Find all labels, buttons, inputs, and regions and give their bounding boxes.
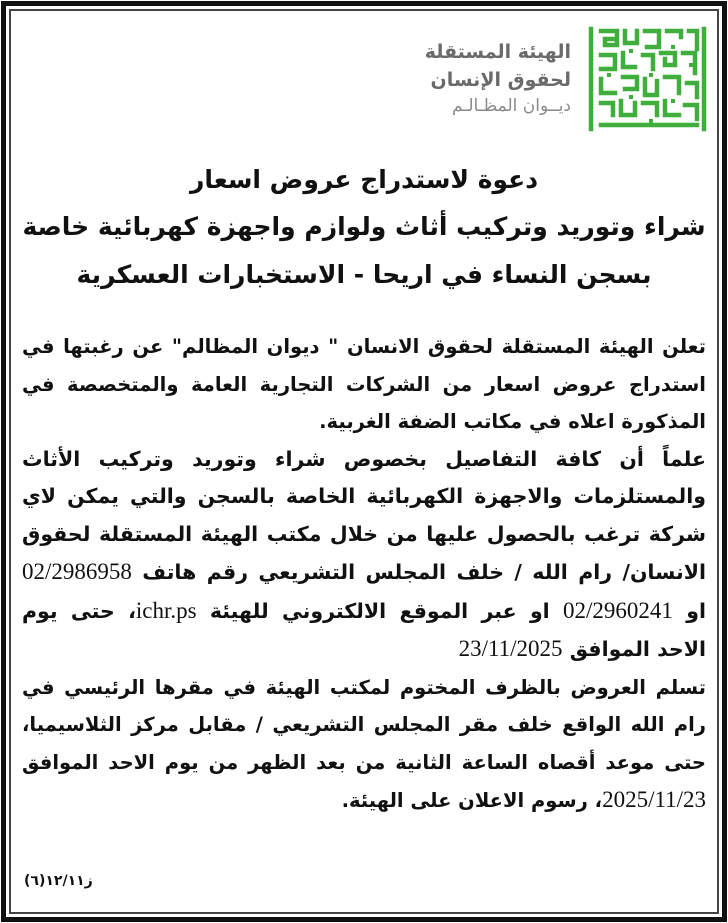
org-name-line3: ديــوان المظـالـم [452,96,571,117]
submission-date: 2025/11/23 [602,787,706,812]
paragraph-intro [22,328,706,441]
or-text: او [686,598,707,623]
title-invitation: دعوة لاستدراج عروض اسعار [189,165,539,194]
paragraph-line [22,592,706,631]
paragraph-line [22,630,706,669]
org-name-line2: لحقوق الإنسان [430,68,571,91]
paragraph-line: علماً أن كافة التفاصيل بخصوص شراء وتوريد وتركيب الأثاث [22,446,706,471]
website-link[interactable]: ichr.ps [135,597,197,623]
title-location: بسجن النساء في اريحا - الاستخبارات العسكرية [76,260,652,289]
phone-number-1: 02/2986958 [22,559,132,584]
organization-name [425,39,571,119]
paragraph-submission [22,669,706,820]
announcement-body [22,328,706,820]
org-name-line1: الهيئة المستقلة [424,41,571,64]
paragraph-line: رام الله الواقع خلف مقر المجلس التشريعي / مقابل مركز الثلاسيميا، [22,713,706,736]
paragraph-line: تعلن الهيئة المستقلة لحقوق الانسان " ديوان المظالم" عن رغبتها في [22,335,706,358]
phone-number-2: 02/2960241 [563,597,673,623]
deadline-date: 23/11/2025 [458,636,563,661]
website-text: او عبر الموقع الالكتروني للهيئة [209,598,550,623]
paragraph-line [22,781,706,820]
header [425,14,710,144]
square-kufic-logo-icon [585,23,710,135]
reference-code: ز١٢/١١(٦) [24,873,93,889]
until-day-text: ، حتى يوم [22,598,136,623]
announcement-titles [14,158,714,298]
deadline-label: الاحد الموافق [569,637,706,661]
paragraph-line: المذكورة اعلاه في مكاتب الضفة الغربية. [319,410,706,433]
fees-text: ، رسوم الاعلان على الهيئة. [341,789,603,812]
paragraph-details [22,441,706,669]
paragraph-line: شركة ترغب بالحصول عليها من خلال مكتب الهيئة المستقلة لحقوق [22,521,706,546]
title-subject: شراء وتوريد وتركيب أثاث ولوازم واجهزة كهربائية خاصة [22,212,706,241]
paragraph-line [22,553,706,592]
paragraph-line: والمستلزمات والاجهزة الكهربائية الخاصة بالسجن والتي يمكن لاي [22,484,706,508]
paragraph-line: حتى موعد أقصاه الساعة الثانية من بعد الظهر من يوم الاحد الموافق [22,750,706,774]
paragraph-line: استدراج عروض اسعار من الشركات التجارية العامة والمتخصصة في [22,372,706,396]
address-text: الانسان/ رام الله / خلف المجلس التشريعي رقم هاتف [142,560,706,584]
paragraph-line: تسلم العروض بالظرف المختوم لمكتب الهيئة في مقرها الرئيسي في [22,675,706,699]
